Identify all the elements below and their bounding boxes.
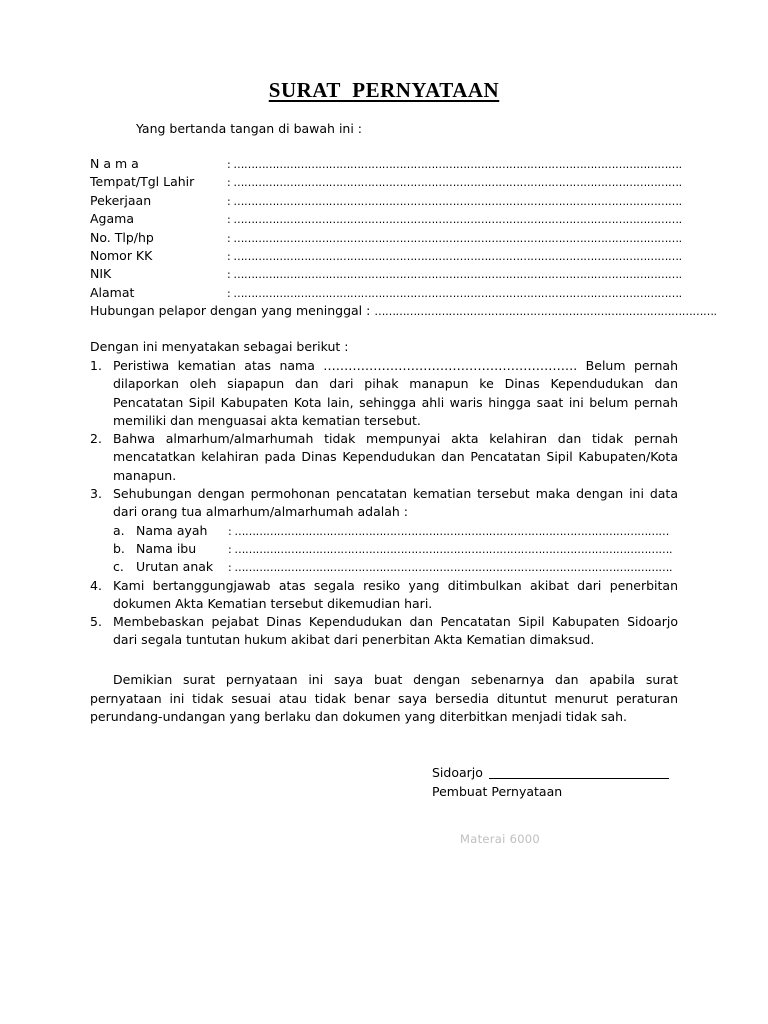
field-blank: : ………………………………………………………………………………………………………………. <box>227 249 682 263</box>
signature-maker: Pembuat Pernyataan <box>432 783 563 799</box>
field-blank: : ………………………………………………………………………………………………………………. <box>227 213 682 227</box>
sub-blank: : ……………………………………………………………………………………………………………. <box>228 542 673 556</box>
list-item <box>90 577 678 614</box>
field-label: Tempat/Tgl Lahir <box>90 174 195 190</box>
statement-intro: Dengan ini menyatakan sebagai berikut : <box>90 339 349 354</box>
sub-label: Urutan anak <box>136 559 214 575</box>
list-item <box>90 485 678 522</box>
sub-blank: : …………………………………………………………………………………………………………… <box>228 524 670 538</box>
field-label: Nomor KK <box>90 247 153 263</box>
field-blank: : ………………………………………………………………………………………………………………. <box>227 231 682 245</box>
sub-item-nama-ibu <box>90 540 678 558</box>
sub-letter: b. <box>113 540 125 556</box>
list-number: 5. <box>90 614 102 630</box>
sub-letter: a. <box>113 522 125 538</box>
field-row-nomor-kk <box>90 247 680 265</box>
intro-text: Yang bertanda tangan di bawah ini : <box>136 121 363 136</box>
sub-blank: : ……………………………………………………………………………………………………………. <box>228 561 673 575</box>
field-blank: : ………………………………………………………………………………………………………………. <box>227 158 682 171</box>
field-label: N a m a <box>90 156 139 171</box>
field-label: No. Tlp/hp <box>90 229 154 245</box>
statement-list <box>90 357 678 650</box>
field-row-alamat <box>90 284 680 302</box>
date-underline <box>489 765 669 779</box>
field-blank: ……………………………………………………………………………………. <box>374 305 717 319</box>
list-text: Sehubungan dengan permohonan pencatatan kematian tersebut maka dengan ini data dari orang tua almarhum/almarhumah adalah : <box>113 486 678 520</box>
list-item <box>90 613 678 650</box>
list-item <box>90 357 678 430</box>
field-blank: : ………………………………………………………………………………………………………………. <box>227 176 682 190</box>
field-label: NIK <box>90 266 112 282</box>
list-text: Membebaskan pejabat Dinas Kependudukan dan Pencatatan Sipil Kabupaten Sidoarjo dari segala tuntutan hukum akibat dari penerbitan Akta Kematian dimaksud. <box>113 614 678 648</box>
identity-fields <box>90 155 717 321</box>
signature-place-row <box>432 764 669 783</box>
list-text: Bahwa almarhum/almarhumah tidak mempunyai akta kelahiran dan tidak pernah mencatatkan kelahiran pada Dinas Kependudukan dan Pencatatan Sipil Kabupaten/Kota manapun. <box>113 431 678 483</box>
closing-paragraph: Demikian surat pernyataan ini saya buat dengan sebenarnya dan apabila surat pernyataan ini tidak sesuai atau tidak benar saya bersedia dituntut menurut peraturan perundang-undangan yang berlaku dan dokumen yang diterbitkan menjadi tidak sah. <box>90 672 678 725</box>
sub-item-urutan-anak <box>90 558 678 576</box>
field-blank: : ………………………………………………………………………………………………………………. <box>227 194 682 208</box>
sub-label: Nama ayah <box>136 522 208 538</box>
field-row-hubungan <box>90 302 717 320</box>
list-number: 1. <box>90 358 102 373</box>
document-title: SURAT PERNYATAAN <box>268 78 500 102</box>
list-number: 3. <box>90 486 102 502</box>
field-blank: : ………………………………………………………………………………………………………………. <box>227 286 682 300</box>
list-item <box>90 430 678 485</box>
signature-place: Sidoarjo <box>432 765 483 780</box>
field-row-nama <box>90 155 680 173</box>
sub-letter: c. <box>113 559 124 575</box>
field-label: Pekerjaan <box>90 192 152 208</box>
list-number: 2. <box>90 431 102 447</box>
sub-label: Nama ibu <box>136 540 197 556</box>
field-label: Agama <box>90 211 134 227</box>
field-blank: : ………………………………………………………………………………………………………………. <box>227 268 682 282</box>
field-label: Alamat <box>90 284 135 300</box>
list-text: Peristiwa kematian atas nama ……………………………………………………. Belum pernah dilaporkan oleh siapapun dan dari pihak manapun ke Dinas Kependudukan dan Pencatatan Sipil Kabupaten Kota lain, sehingga ahli waris hingga saat ini belum pernah memiliki dan menguasai akta kematian tersebut. <box>113 358 678 428</box>
signature-block <box>432 764 669 801</box>
sub-item-nama-ayah <box>90 522 678 540</box>
stamp-placeholder: Materai 6000 <box>460 832 541 846</box>
field-row-nik <box>90 265 680 283</box>
list-number: 4. <box>90 577 102 593</box>
field-row-agama <box>90 210 680 228</box>
field-row-no-tlp <box>90 229 680 247</box>
field-row-pekerjaan <box>90 192 680 210</box>
list-text: Kami bertanggungjawab atas segala resiko yang ditimbulkan akibat dari penerbitan dokumen Akta Kematian tersebut dikemudian hari. <box>113 577 678 611</box>
field-label: Hubungan pelapor dengan yang meninggal : <box>90 303 371 319</box>
field-row-tempat-tgl-lahir <box>90 173 680 191</box>
